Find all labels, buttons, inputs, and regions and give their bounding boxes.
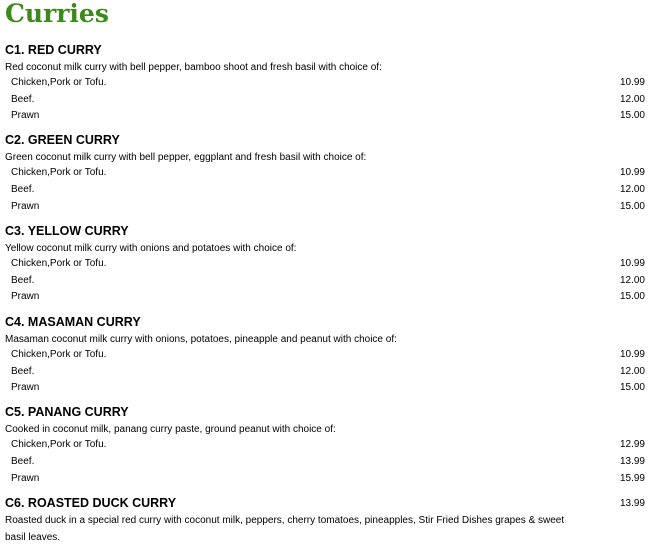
- option-label: Chicken,Pork or Tofu.: [11, 258, 107, 269]
- option-label: Beef.: [11, 275, 35, 286]
- option-label: Chicken,Pork or Tofu.: [11, 349, 107, 360]
- option-price: 12.00: [619, 94, 645, 105]
- section-title: C6. ROASTED DUCK CURRY: [5, 496, 177, 510]
- option-label: Beef.: [11, 456, 35, 467]
- section-title: C2. GREEN CURRY: [5, 133, 120, 147]
- price-row: [0, 92, 650, 108]
- option-price: 10.99: [619, 258, 645, 269]
- option-price: 15.00: [619, 382, 645, 393]
- price-row: [0, 273, 650, 289]
- option-price: 15.00: [619, 110, 645, 121]
- item-price: 13.99: [619, 498, 645, 509]
- option-label: Prawn: [11, 473, 40, 484]
- page-title: Curries: [5, 0, 109, 28]
- option-label: Beef.: [11, 366, 35, 377]
- option-price: 15.99: [619, 473, 645, 484]
- option-label: Prawn: [11, 201, 40, 212]
- price-row: [0, 256, 650, 272]
- option-label: Prawn: [11, 291, 40, 302]
- option-price: 12.00: [619, 366, 645, 377]
- price-row: [0, 347, 650, 363]
- option-price: 13.99: [619, 456, 645, 467]
- option-price: 12.00: [619, 184, 645, 195]
- option-label: Chicken,Pork or Tofu.: [11, 77, 107, 88]
- option-label: Chicken,Pork or Tofu.: [11, 439, 107, 450]
- option-price: 10.99: [619, 349, 645, 360]
- section-description: Red coconut milk curry with bell pepper, bamboo shoot and fresh basil with choice of:: [5, 62, 382, 73]
- section-description: Masaman coconut milk curry with onions, potatoes, pineapple and peanut with choice of:: [5, 334, 397, 345]
- price-row: [0, 364, 650, 380]
- option-price: 15.00: [619, 291, 645, 302]
- option-price: 12.00: [619, 275, 645, 286]
- section-description: Roasted duck in a special red curry with coconut milk, peppers, cherry tomatoes, pineapples, Stir Fried Dishes grapes & sweet basil leaves.: [5, 515, 565, 543]
- price-row: [0, 380, 650, 396]
- price-row: [0, 108, 650, 124]
- option-label: Beef.: [11, 184, 35, 195]
- price-row: [0, 454, 650, 470]
- section-title: C5. PANANG CURRY: [5, 405, 129, 419]
- section-title: C1. RED CURRY: [5, 43, 102, 57]
- option-label: Chicken,Pork or Tofu.: [11, 167, 107, 178]
- section-title: C3. YELLOW CURRY: [5, 224, 129, 238]
- price-row: [0, 437, 650, 453]
- option-price: 10.99: [619, 77, 645, 88]
- price-row: [0, 165, 650, 181]
- price-row: [0, 289, 650, 305]
- option-label: Prawn: [11, 110, 40, 121]
- option-price: 12.99: [619, 439, 645, 450]
- option-price: 15.00: [619, 201, 645, 212]
- price-row: [0, 471, 650, 487]
- section-title: C4. MASAMAN CURRY: [5, 315, 141, 329]
- option-label: Beef.: [11, 94, 35, 105]
- section-description: Green coconut milk curry with bell pepper, eggplant and fresh basil with choice of:: [5, 152, 367, 163]
- price-row: [0, 182, 650, 198]
- option-price: 10.99: [619, 167, 645, 178]
- price-row: [0, 199, 650, 215]
- option-label: Prawn: [11, 382, 40, 393]
- price-row: [0, 75, 650, 91]
- section-description: Cooked in coconut milk, panang curry paste, ground peanut with choice of:: [5, 424, 336, 435]
- section-description: Yellow coconut milk curry with onions and potatoes with choice of:: [5, 243, 297, 254]
